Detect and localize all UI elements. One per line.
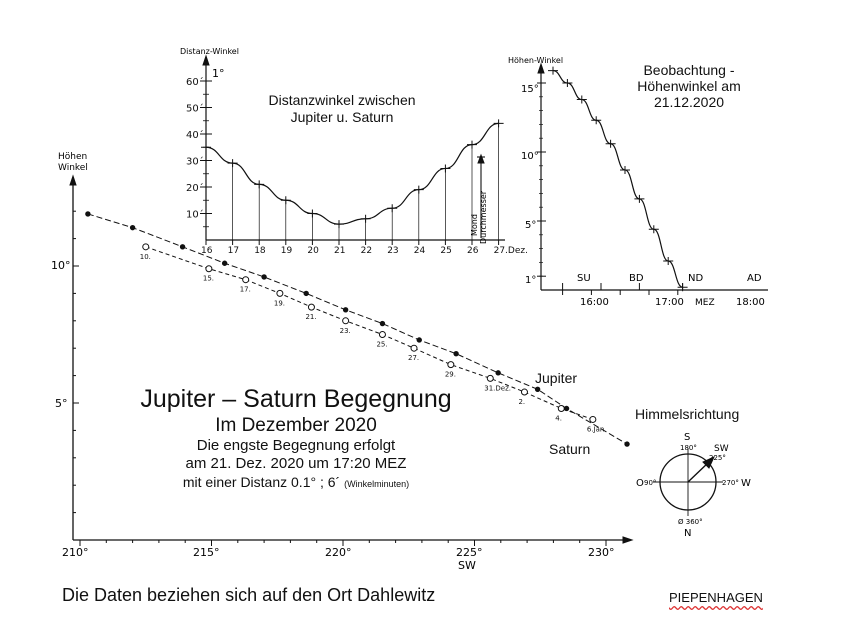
altitude-event-nd: ND [688, 273, 704, 284]
saturn-point [625, 442, 629, 446]
main-text-line5-main: mit einer Distanz 0.1° ; 6´ [182, 474, 341, 490]
altitude-y-arrow [538, 64, 544, 73]
jupiter-point [308, 304, 314, 310]
compass-n-deg: Ø 360° [678, 518, 703, 526]
compass-w: W [741, 478, 751, 489]
compass-title: Himmelsrichtung [635, 406, 740, 422]
compass-n: N [684, 528, 692, 539]
distance-mark [387, 204, 397, 212]
distance-y-tick-label: 40´ [186, 130, 204, 141]
altitude-y-tick-10: 10° [521, 151, 539, 162]
moon-diameter-arrow [478, 155, 484, 163]
jupiter-point-label: 31.Dez. [484, 384, 512, 393]
altitude-y-tick-5: 5° [525, 220, 537, 231]
main-y-label-line2: Winkel [58, 163, 88, 173]
jupiter-point-label: 2. [518, 398, 526, 407]
jupiter-point [343, 318, 349, 324]
main-subtitle: Im Dezember 2020 [215, 415, 377, 436]
jupiter-point-label: 17. [239, 285, 251, 294]
jupiter-point-label: 10. [139, 252, 151, 261]
saturn-point [222, 261, 226, 265]
footer-note: Die Daten beziehen sich auf den Ort Dahlewitz [62, 585, 436, 605]
jupiter-point [379, 332, 385, 338]
moon-diameter-label [470, 190, 488, 244]
altitude-y-tick-1: 1° [525, 275, 537, 286]
jupiter-point-label: 19. [273, 299, 286, 308]
jupiter-point [411, 345, 417, 351]
saturn-label: Saturn [549, 441, 591, 457]
saturn-point [130, 225, 134, 229]
compass-w-deg: 270° [722, 479, 739, 487]
distance-x-tick-label: 22 [360, 246, 373, 256]
compass-sw-deg: 225° [709, 454, 726, 462]
compass-sw: SW [714, 444, 729, 454]
jupiter-point [206, 266, 212, 272]
distance-x-tick-label: 26 [467, 246, 479, 256]
main-title: Jupiter – Saturn Begegnung [140, 385, 452, 413]
compass-o-deg: 90° [644, 479, 657, 487]
saturn-point [380, 321, 384, 325]
moon-diameter-label-word2: Durchmesser [479, 190, 488, 244]
distance-mark [334, 220, 344, 228]
altitude-x-tick-1600: 16:00 [580, 297, 609, 308]
altitude-y-tick-15: 15° [521, 84, 539, 95]
footer-author: PIEPENHAGEN [669, 590, 763, 605]
saturn-point [496, 371, 500, 375]
altitude-x-unit: MEZ [695, 298, 715, 308]
main-x-tick-210: 210° [62, 546, 89, 559]
distance-y-tick-labels [186, 76, 204, 221]
saturn-point [86, 212, 90, 216]
distance-x-tick-label: 25 [440, 246, 452, 256]
jupiter-point [448, 362, 454, 368]
distance-mark [440, 164, 450, 172]
jupiter-point-label: 29. [444, 370, 456, 379]
main-y-tick-5: 5° [55, 397, 68, 410]
distance-mark [201, 143, 211, 151]
distance-x-tick-labels [201, 246, 528, 256]
main-x-tick-225: 225° [456, 546, 483, 559]
distance-mark [494, 119, 504, 127]
saturn-point [304, 291, 308, 295]
altitude-event-su: SU [577, 273, 591, 284]
jupiter-point-label: 21. [305, 313, 317, 322]
jupiter-point-label: 15. [202, 274, 215, 283]
distance-x-tick-label: 20 [307, 246, 319, 256]
altitude-event-bd: BD [629, 273, 644, 284]
main-text-line4: am 21. Dez. 2020 um 17:20 MEZ [185, 455, 407, 472]
compass-s-deg: 180° [680, 444, 697, 452]
jupiter-point-label: 4. [555, 414, 562, 423]
saturn-point [564, 406, 568, 410]
main-text-line3: Die engste Begegnung erfolgt [196, 437, 396, 454]
jupiter-label: Jupiter [535, 370, 578, 386]
distance-y-tick-label: 50´ [186, 103, 204, 115]
distance-y-tick-label: 20´ [186, 183, 204, 194]
main-y-tick-10: 10° [51, 259, 71, 272]
distance-y-label: Distanz-Winkel [180, 47, 239, 56]
jupiter-point-label: 27. [408, 354, 420, 363]
distance-mark [307, 210, 317, 218]
distance-mark [414, 186, 424, 194]
saturn-point [180, 245, 184, 249]
main-y-label-line1: Höhen [58, 152, 88, 162]
altitude-x-tick-1800: 18:00 [736, 297, 765, 308]
jupiter-point-label: 25. [376, 340, 388, 349]
distance-x-tick-label: 19 [280, 246, 293, 256]
main-text-line5-small: (Winkelminuten) [344, 479, 410, 489]
saturn-point [417, 338, 421, 342]
moon-diameter-label-word1: Mond [470, 214, 479, 236]
distance-y-1deg: 1° [212, 67, 225, 80]
distance-y-tick-label: 30´ [186, 156, 204, 168]
distance-x-tick-label: 24 [413, 246, 426, 256]
jupiter-point [590, 416, 596, 422]
main-text-line5 [110, 473, 482, 493]
jupiter-point-label: 23. [339, 326, 351, 335]
main-title-block [110, 384, 482, 493]
main-x-tick-230: 230° [588, 546, 615, 559]
jupiter-point [143, 244, 149, 250]
distance-x-tick-label: 16 [201, 246, 213, 256]
distance-x-tick-label: 27.Dez. [493, 246, 528, 256]
jupiter-point-label: 6.Jan [586, 425, 605, 434]
altitude-chart-title: Beobachtung - Höhenwinkel am 21.12.2020 [637, 62, 741, 110]
distance-x-tick-label: 17 [227, 246, 240, 256]
main-ticks [73, 211, 606, 546]
jupiter-point [521, 389, 527, 395]
distance-y-tick-label: 60´ [186, 77, 204, 88]
saturn-point [262, 275, 266, 279]
altitude-mark [548, 67, 558, 75]
distance-mark [281, 196, 291, 204]
distance-y-tick-label: 10´ [186, 209, 204, 221]
compass-o: O [636, 478, 644, 489]
distance-y-arrow [203, 56, 209, 65]
main-x-tick-220: 220° [325, 546, 352, 559]
jupiter-point [243, 277, 249, 283]
distance-chart-title: Distanzwinkel zwischen Jupiter u. Saturn [268, 92, 416, 125]
main-x-arrow [623, 537, 632, 543]
jupiter-point [487, 375, 493, 381]
compass-s: S [684, 432, 691, 443]
altitude-y-label: Höhen-Winkel [508, 56, 564, 65]
saturn-point [454, 351, 458, 355]
distance-x-tick-label: 18 [254, 246, 266, 256]
jupiter-point [277, 290, 283, 296]
distance-x-tick-label: 23 [387, 246, 399, 256]
distance-drop-lines [206, 123, 499, 240]
saturn-point [343, 308, 347, 312]
distance-x-tick-label: 21 [334, 246, 346, 256]
altitude-x-tick-1700: 17:00 [655, 297, 684, 308]
distance-mark [254, 180, 264, 188]
altitude-event-ad: AD [747, 273, 762, 284]
distance-chart [200, 56, 505, 245]
distance-curve [206, 123, 499, 224]
saturn-point [535, 387, 539, 391]
distance-mark [467, 141, 477, 149]
distance-mark [361, 215, 371, 223]
main-y-arrow [70, 176, 76, 185]
main-x-label: SW [458, 559, 476, 572]
distance-mark [228, 159, 238, 167]
main-x-tick-215: 215° [193, 546, 220, 559]
